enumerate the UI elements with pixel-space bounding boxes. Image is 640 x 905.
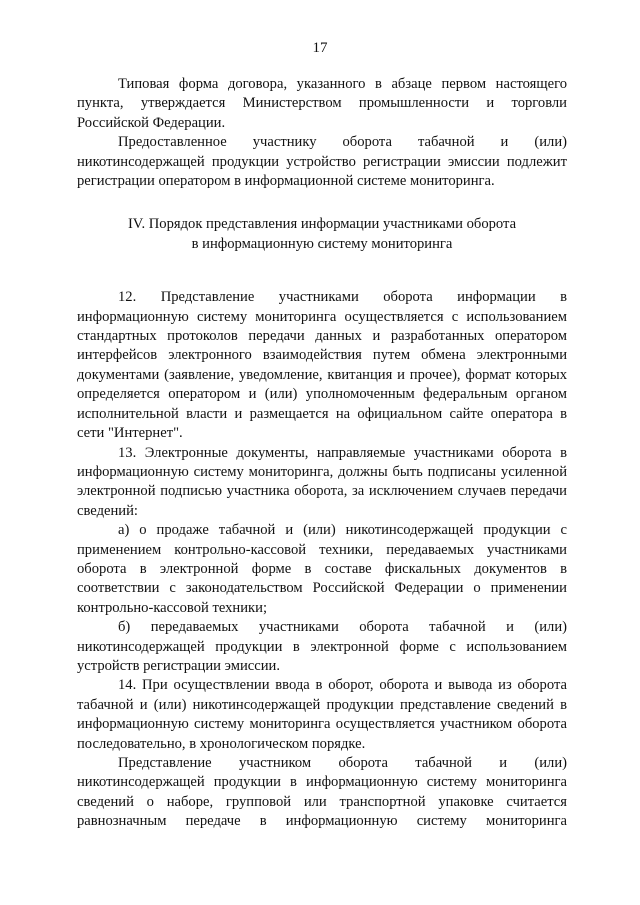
paragraph-item-12: 12. Представление участниками оборота информации в информационную систему мониторинга осуществляется с использованием стандартных протоколов передачи данных и разработанных оператором интерфейсов электронного взаимодействия путем обмена электронными документами (заявление, уведомление, квитанция и прочее), формат которых определяется оператором и (или) уполномоченным федеральным органом исполнительной власти и размещается на официальном сайте оператора в сети "Интернет". <box>77 289 567 442</box>
paragraph-contract-form: Типовая форма договора, указанного в абзаце первом настоящего пункта, утверждается Министерством промышленности и торговли Российской Федерации. <box>77 76 567 131</box>
paragraph-item-14: 14. При осуществлении ввода в оборот, оборота и вывода из оборота табачной и (или) никотинсодержащей продукции представление сведений в информационную систему мониторинга осуществляется участником оборота последовательно, в хронологическом порядке. <box>77 677 567 752</box>
page-number: 17 <box>312 40 328 56</box>
section-heading <box>77 215 567 254</box>
section-heading-line-1: IV. Порядок представления информации участниками оборота <box>127 216 517 233</box>
paragraph-subitem-b: б) передаваемых участниками оборота табачной и (или) никотинсодержащей продукции в электронной форме с использованием устройств регистрации эмиссии. <box>77 619 567 674</box>
document-body <box>77 75 567 832</box>
paragraph-device-registration: Предоставленное участнику оборота табачной и (или) никотинсодержащей продукции устройство регистрации эмиссии подлежит регистрации оператором в информационной системе мониторинга. <box>77 134 567 190</box>
paragraph-packaging-info: Представление участником оборота табачной и (или) никотинсодержащей продукции в информационную систему мониторинга сведений о наборе, групповой или транспортной упаковке считается равнозначным передаче в информационную систему мониторинга <box>77 755 567 830</box>
paragraph-subitem-a: а) о продаже табачной и (или) никотинсодержащей продукции с применением контрольно-кассовой техники, передаваемых участниками оборота в электронной форме в составе фискальных документов в соответствии с законодательством Российской Федерации о применении контрольно-кассовой техники; <box>77 522 567 616</box>
paragraph-item-13: 13. Электронные документы, направляемые участниками оборота в информационную систему мониторинга, должны быть подписаны усиленной электронной подписью участника оборота, за исключением случаев передачи сведений: <box>77 444 567 519</box>
section-heading-line-2: в информационную систему мониторинга <box>191 235 453 252</box>
